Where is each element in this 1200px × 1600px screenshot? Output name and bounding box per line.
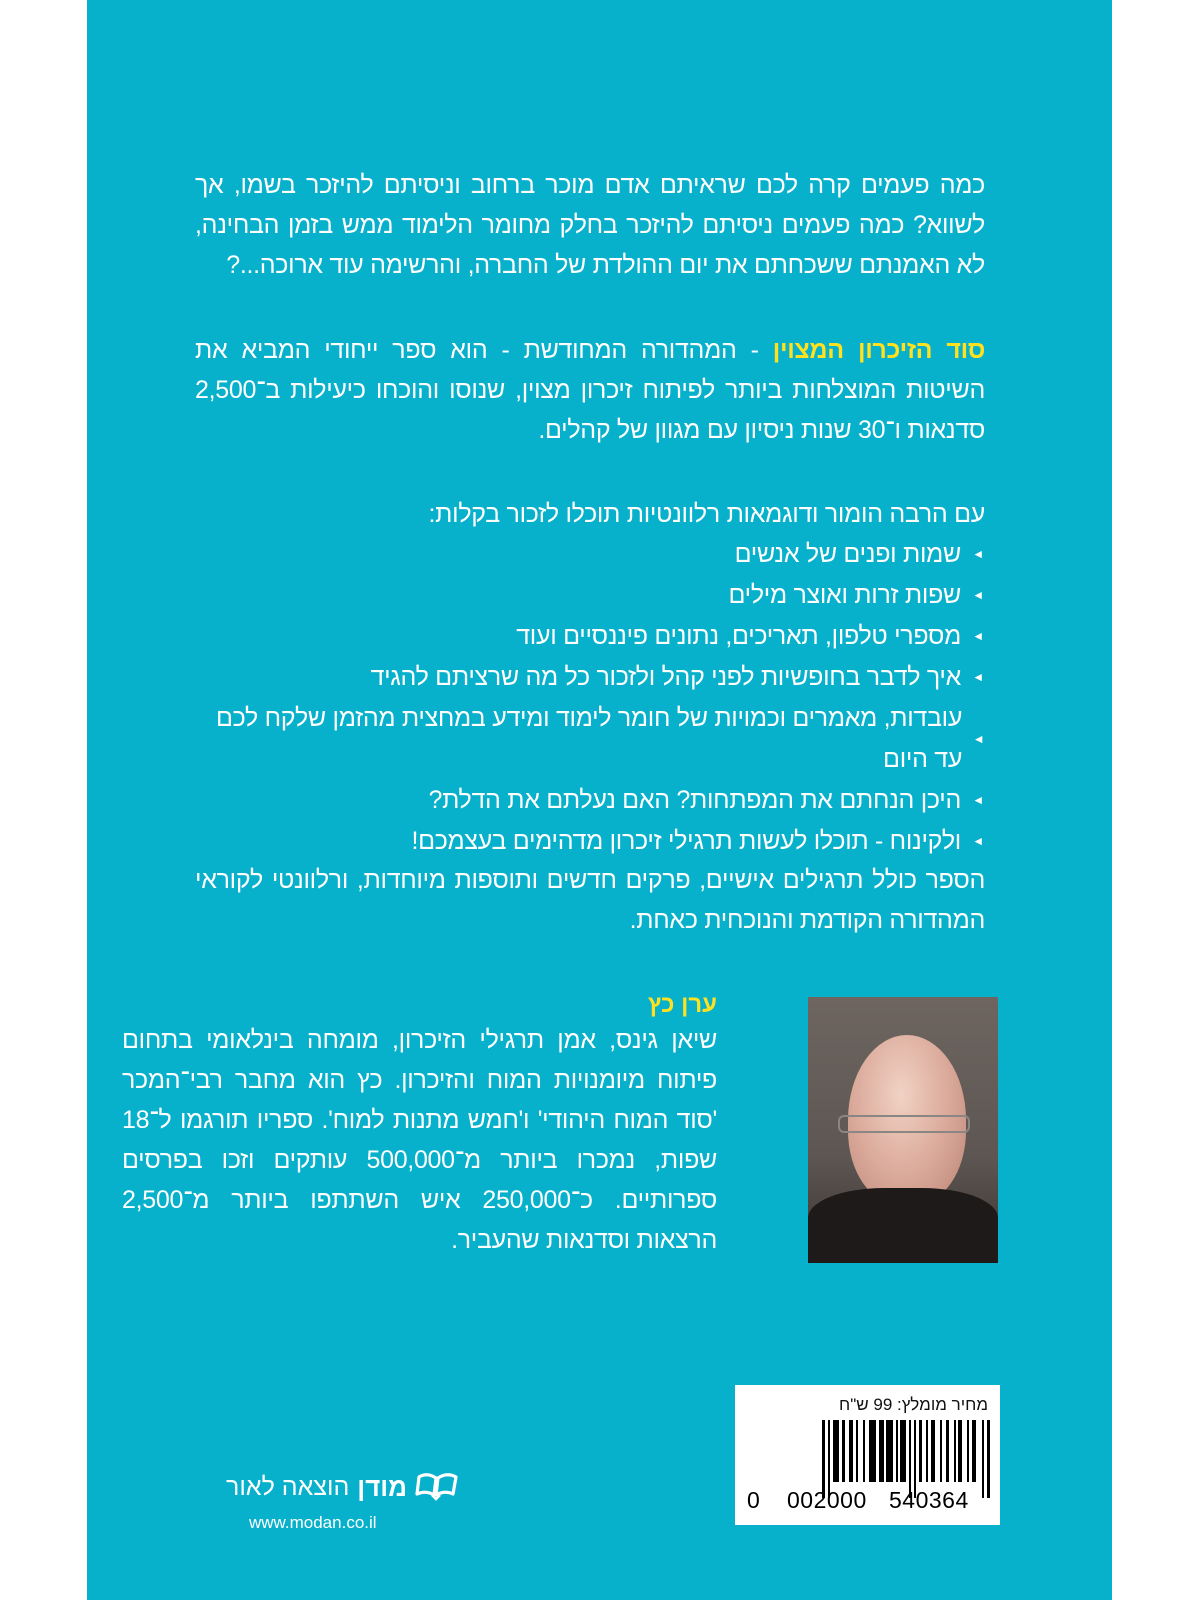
triangle-bullet-icon: ◄ [972,670,984,684]
triangle-bullet-icon: ◄ [972,629,984,643]
triangle-bullet-icon: ◄ [972,731,985,746]
author-bio: שיאן גינס, אמן תרגילי הזיכרון, מומחה בינלאומי בתחום פיתוח מיומנויות המוח והזיכרון. כץ הוא מחבר רבי־המכר 'סוד המוח היהודי' ו'חמש מתנות למוח'. ספריו תורגמו ל־18 שפות, נמכרו ביותר מ־500,000 עותקים וזכו בפרסים ספרותיים. כ־250,000 איש השתתפו ביותר מ־2,500 הרצאות וסדנאות שהעביר. [122,1026,718,1254]
list-item [195,657,985,698]
list-item [195,780,985,821]
barcode-digits-right: 540364 [889,1487,969,1513]
list-intro: עם הרבה הומור ודוגמאות רלוונטיות תוכלו לזכור בקלות: [428,500,985,528]
list-item-text: היכן הנחתם את המפתחות? האם נעלתם את הדלת? [428,786,961,814]
book-title: סוד הזיכרון המצוין [772,336,985,364]
list-item [195,698,985,780]
triangle-bullet-icon: ◄ [972,793,984,807]
triangle-bullet-icon: ◄ [972,547,984,561]
list-item-text: שפות זרות ואוצר מילים [728,581,961,609]
publisher-tagline: הוצאה לאור [226,1473,350,1501]
author-photo [808,997,998,1263]
list-item-text: ולקינוח - תוכלו לעשות תרגילי זיכרון מדהימים בעצמכם! [411,827,961,855]
list-item-text: שמות ופנים של אנשים [734,540,961,568]
list-item-text: עובדות, מאמרים וכמויות של חומר לימוד ומידע במחצית מהזמן שלקח לכם עד היום [216,704,963,773]
author-name: ערן כץ [647,991,717,1018]
list-item [195,821,985,862]
closing-paragraph: הספר כולל תרגילים אישיים, פרקים חדשים ותוספות מיוחדות, ורלוונטי לקוראי המהדורה הקודמת והנוכחית כאחת. [195,866,985,934]
about-paragraph [195,330,985,450]
list-item [195,616,985,657]
list-item-text: מספרי טלפון, תאריכים, נתונים פיננסיים ועוד [516,622,961,650]
barcode-label [735,1385,1000,1525]
photo-glasses [838,1115,970,1133]
price-label: מחיר מומלץ: 99 ש"ח [839,1395,988,1414]
triangle-bullet-icon: ◄ [972,834,984,848]
about-text: - המהדורה המחודשת - הוא ספר ייחודי המביא את השיטות המוצלחות ביותר לפיתוח זיכרון מצוין, שנוסו והוכחו כיעילות ב־2,500 סדנאות ו־30 שנות ניסיון עם מגוון של קהלים. [195,336,985,444]
barcode-digits-left: 002000 [787,1487,867,1513]
photo-shirt [808,1188,998,1263]
benefits-list [195,534,985,862]
publisher-url[interactable]: www.modan.co.il [249,1513,377,1532]
open-book-icon [415,1473,459,1501]
list-item [195,534,985,575]
publisher-block [209,1472,459,1542]
publisher-name: מודן [357,1472,407,1502]
publisher-line [209,1472,459,1502]
triangle-bullet-icon: ◄ [972,588,984,602]
list-item-text: איך לדבר בחופשיות לפני קהל ולזכור כל מה שרציתם להגיד [370,663,961,691]
book-back-cover [87,0,1112,1600]
barcode-digit-first: 0 [747,1487,760,1513]
barcode-digits [743,1485,993,1515]
intro-paragraph: כמה פעמים קרה לכם שראיתם אדם מוכר ברחוב וניסיתם להיזכר בשמו, אך לשווא? כמה פעמים ניסיתם להיזכר בחלק מחומר הלימוד ממש בזמן הבחינה, לא האמנתם ששכחתם את יום ההולדת של החברה, והרשימה עוד ארוכה...? [195,171,985,279]
list-item [195,575,985,616]
